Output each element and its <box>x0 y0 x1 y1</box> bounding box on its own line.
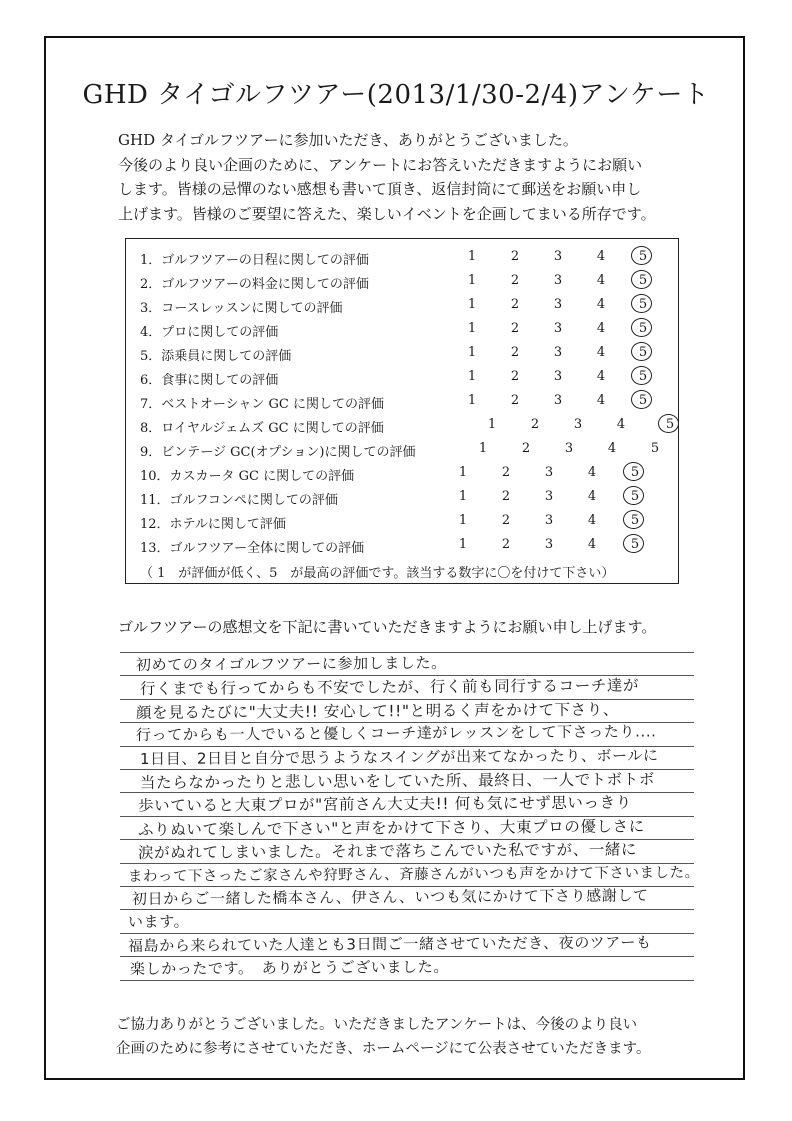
rating-score-value: 2 <box>501 537 511 552</box>
page-title: GHD タイゴルフツアー(2013/1/30-2/4)アンケート <box>82 80 710 110</box>
rating-score-value: 3 <box>553 393 563 408</box>
handwritten-comment-line: 初日からご一緒した橋本さん、伊さん、いつも気にかけて下さり感謝して <box>131 886 649 908</box>
rating-score-option[interactable] <box>633 369 653 384</box>
rating-score-option[interactable] <box>591 273 611 288</box>
rating-score-option[interactable] <box>625 489 645 504</box>
rating-score-option[interactable] <box>496 465 516 480</box>
rating-score-option[interactable] <box>453 537 473 552</box>
rating-score-option[interactable] <box>633 393 653 408</box>
writing-rule-line <box>120 909 694 910</box>
rating-score-option[interactable] <box>496 513 516 528</box>
rating-score-option[interactable] <box>496 537 516 552</box>
rating-score-value: 5 <box>630 537 640 552</box>
rating-score-option[interactable] <box>602 441 622 456</box>
selected-circle-mark <box>631 366 652 385</box>
rating-question-label: 13．ゴルフツアー全体に関しての評価 <box>140 541 365 556</box>
rating-row <box>140 297 670 321</box>
rating-row <box>140 537 670 561</box>
rating-score-value: 1 <box>467 393 477 408</box>
rating-score-value: 4 <box>596 345 606 360</box>
handwritten-comment-line: 顔を見るたびに"大丈夫!! 安心して!!"と明るく声をかけて下さり、 <box>135 700 620 722</box>
rating-score-value: 5 <box>630 489 640 504</box>
rating-score-option[interactable] <box>548 249 568 264</box>
rating-score-value: 4 <box>587 489 597 504</box>
rating-score-value: 5 <box>630 465 640 480</box>
closing-line: 企画のために参考にさせていただき、ホームページにて公表させていただきます。 <box>116 1041 651 1057</box>
rating-row <box>140 513 670 537</box>
rating-score-option[interactable] <box>568 417 588 432</box>
rating-score-option[interactable] <box>505 249 525 264</box>
rating-score-value: 2 <box>510 369 520 384</box>
rating-score-option[interactable] <box>548 345 568 360</box>
selected-circle-mark <box>631 270 652 289</box>
rating-score-value: 5 <box>630 513 640 528</box>
rating-score-option[interactable] <box>591 345 611 360</box>
rating-score-value: 2 <box>501 465 511 480</box>
intro-line: GHD タイゴルフツアーに参加いただき、ありがとうございました。 <box>118 131 578 149</box>
rating-question-label: 7．ベストオーシャン GC に関しての評価 <box>140 397 384 412</box>
rating-score-option[interactable] <box>591 393 611 408</box>
rating-score-value: 1 <box>467 273 477 288</box>
intro-line: 今後のより良い企画のために、アンケートにお答えいただきますようにお願い <box>118 155 643 174</box>
rating-score-option[interactable] <box>633 249 653 264</box>
rating-score-value: 4 <box>596 273 606 288</box>
selected-circle-mark <box>623 534 644 553</box>
rating-score-value: 3 <box>544 537 554 552</box>
rating-row <box>140 369 670 393</box>
rating-score-value: 4 <box>596 393 606 408</box>
rating-score-option[interactable] <box>462 345 482 360</box>
rating-score-option[interactable] <box>582 489 602 504</box>
selected-circle-mark <box>623 486 644 505</box>
rating-score-option[interactable] <box>539 489 559 504</box>
rating-row <box>140 417 675 441</box>
selected-circle-mark <box>631 390 652 409</box>
rating-score-value: 3 <box>544 465 554 480</box>
rating-score-option[interactable] <box>591 321 611 336</box>
handwritten-comment-line: 行ってからも一人でいると優しくコーチ達がレッスンをして下さったり.... <box>135 722 657 745</box>
rating-score-value: 4 <box>616 417 626 432</box>
rating-score-option[interactable] <box>505 321 525 336</box>
handwritten-comment-line: まわって下さったご家さんや狩野さん、斉藤さんがいつも声をかけて下さいました。 <box>127 864 700 885</box>
rating-row <box>140 345 670 369</box>
rating-score-value: 3 <box>544 513 554 528</box>
handwritten-comment-line: 涙がぬれてしまいました。それまで落ちこんでいた私ですが、一緒に <box>137 840 638 863</box>
handwritten-comment-line: 楽しかったです。 ありがとうございました。 <box>129 957 449 979</box>
rating-score-option[interactable] <box>505 345 525 360</box>
rating-row <box>140 273 670 297</box>
rating-score-option[interactable] <box>582 465 602 480</box>
rating-score-value: 4 <box>596 249 606 264</box>
rating-score-option[interactable] <box>453 465 473 480</box>
rating-score-value: 2 <box>501 513 511 528</box>
rating-score-value: 3 <box>553 321 563 336</box>
handwritten-comment-line: います。 <box>127 912 190 932</box>
rating-score-option[interactable] <box>525 417 545 432</box>
intro-paragraph <box>118 128 718 226</box>
rating-question-label: 3．コースレッスンに関しての評価 <box>140 301 343 316</box>
rating-score-value: 3 <box>553 273 563 288</box>
rating-score-option[interactable] <box>453 489 473 504</box>
rating-score-value: 3 <box>573 417 583 432</box>
rating-question-label: 4．プロに関しての評価 <box>140 325 279 340</box>
rating-score-value: 2 <box>510 345 520 360</box>
handwritten-comment-line: 初めてのタイゴルフツアーに参加しました。 <box>135 653 447 674</box>
rating-score-value: 2 <box>510 321 520 336</box>
rating-score-value: 3 <box>553 345 563 360</box>
rating-score-value: 4 <box>587 465 597 480</box>
rating-score-option[interactable] <box>591 297 611 312</box>
rating-score-option[interactable] <box>591 249 611 264</box>
rating-score-option[interactable] <box>462 369 482 384</box>
rating-score-value: 5 <box>638 321 648 336</box>
rating-score-value: 5 <box>638 345 648 360</box>
rating-score-value: 4 <box>587 537 597 552</box>
rating-score-value: 1 <box>467 297 477 312</box>
rating-score-option[interactable] <box>462 249 482 264</box>
rating-score-value: 5 <box>650 441 660 456</box>
rating-score-option[interactable] <box>453 513 473 528</box>
rating-score-option[interactable] <box>633 321 653 336</box>
rating-score-value: 2 <box>501 489 511 504</box>
rating-score-value: 5 <box>638 369 648 384</box>
rating-score-option[interactable] <box>559 441 579 456</box>
rating-score-option[interactable] <box>660 417 680 432</box>
rating-score-option[interactable] <box>505 369 525 384</box>
rating-row <box>140 393 670 417</box>
rating-score-option[interactable] <box>516 441 536 456</box>
rating-score-option[interactable] <box>611 417 631 432</box>
rating-score-option[interactable] <box>625 537 645 552</box>
rating-score-value: 5 <box>638 393 648 408</box>
rating-row <box>140 321 670 345</box>
rating-score-option[interactable] <box>582 537 602 552</box>
rating-question-label: 5．添乗員に関しての評価 <box>140 349 292 364</box>
handwritten-comment-line: ふりぬいて楽しんで下さい"と声をかけて下さり、大東プロの優しさに <box>137 817 645 839</box>
rating-score-value: 1 <box>458 489 468 504</box>
rating-score-option[interactable] <box>582 513 602 528</box>
rating-question-label: 1．ゴルフツアーの日程に関しての評価 <box>140 253 369 268</box>
rating-score-option[interactable] <box>539 513 559 528</box>
rating-score-value: 1 <box>458 513 468 528</box>
rating-score-value: 1 <box>478 441 488 456</box>
rating-score-value: 3 <box>553 249 563 264</box>
intro-line: 上げます。皆様のご要望に答えた、楽しいイベントを企画してまいる所存です。 <box>118 204 656 223</box>
rating-score-option[interactable] <box>496 489 516 504</box>
writing-rule-line <box>120 980 694 981</box>
rating-question-label: 12．ホテルに関して評価 <box>140 517 286 532</box>
rating-score-value: 1 <box>458 537 468 552</box>
rating-score-value: 2 <box>510 273 520 288</box>
rating-score-option[interactable] <box>625 465 645 480</box>
rating-score-option[interactable] <box>473 441 493 456</box>
rating-score-value: 5 <box>665 417 675 432</box>
rating-score-value: 5 <box>638 273 648 288</box>
handwritten-comment-line: 福島から来られていた人達とも3日間ご一緒させていただき、夜のツアーも <box>127 933 652 955</box>
rating-row <box>140 249 670 273</box>
rating-question-label: 10．カスカータ GC に関しての評価 <box>140 469 355 484</box>
selected-circle-mark <box>623 462 644 481</box>
rating-score-option[interactable] <box>625 513 645 528</box>
rating-score-value: 1 <box>467 249 477 264</box>
rating-score-value: 4 <box>596 369 606 384</box>
rating-row <box>140 441 670 465</box>
rating-score-value: 1 <box>467 369 477 384</box>
rating-table <box>125 238 679 584</box>
rating-score-value: 1 <box>467 345 477 360</box>
rating-score-option[interactable] <box>505 393 525 408</box>
selected-circle-mark <box>658 414 679 433</box>
rating-score-option[interactable] <box>633 273 653 288</box>
selected-circle-mark <box>631 294 652 313</box>
rating-score-value: 1 <box>467 321 477 336</box>
rating-row <box>140 465 670 489</box>
rating-score-value: 4 <box>596 297 606 312</box>
closing-message <box>116 1013 650 1061</box>
rating-score-option[interactable] <box>591 369 611 384</box>
selected-circle-mark <box>631 342 652 361</box>
rating-score-value: 4 <box>607 441 617 456</box>
rating-score-option[interactable] <box>539 537 559 552</box>
rating-score-value: 5 <box>638 249 648 264</box>
handwritten-comment-line: 当たらなかったりと悲しい思いをしていた所、最終日、一人でトボトボ <box>139 770 655 792</box>
rating-score-option[interactable] <box>548 273 568 288</box>
rating-row <box>140 489 670 513</box>
rating-score-value: 2 <box>510 393 520 408</box>
rating-score-value: 3 <box>564 441 574 456</box>
rating-score-value: 3 <box>544 489 554 504</box>
rating-question-label: 9．ビンテージ GC(オプション)に関しての評価 <box>140 445 416 460</box>
rating-score-value: 2 <box>530 417 540 432</box>
rating-score-option[interactable] <box>633 297 653 312</box>
handwritten-comment-line: 1日目、2日目と自分で思うようなスイングが出来てなかったり、ボールに <box>139 745 659 768</box>
handwritten-comment-line: 歩いていると大東プロが"宮前さん大丈夫!! 何も気にせず思いっきり <box>137 793 632 816</box>
selected-circle-mark <box>631 246 652 265</box>
rating-score-option[interactable] <box>633 345 653 360</box>
rating-score-value: 4 <box>596 321 606 336</box>
handwritten-comment-line: 行くまでも行ってからも不安でしたが、行く前も同行するコーチ達が <box>139 676 640 699</box>
selected-circle-mark <box>631 318 652 337</box>
rating-score-option[interactable] <box>462 393 482 408</box>
rating-score-option[interactable] <box>462 297 482 312</box>
rating-score-option[interactable] <box>462 273 482 288</box>
selected-circle-mark <box>623 510 644 529</box>
rating-score-option[interactable] <box>548 393 568 408</box>
rating-score-value: 1 <box>458 465 468 480</box>
rating-score-option[interactable] <box>548 297 568 312</box>
rating-score-value: 3 <box>553 297 563 312</box>
rating-score-value: 4 <box>587 513 597 528</box>
rating-score-value: 5 <box>638 297 648 312</box>
comment-prompt: ゴルフツアーの感想文を下記に書いていただきますようにお願い申し上げます。 <box>118 618 657 636</box>
rating-question-label: 6．食事に関しての評価 <box>140 373 279 388</box>
intro-line: します。皆様の忌憚のない感想も書いて頂き、返信封筒にて郵送をお願い申し <box>118 180 642 198</box>
rating-score-option[interactable] <box>462 321 482 336</box>
rating-score-option[interactable] <box>505 297 525 312</box>
rating-question-label: 2．ゴルフツアーの料金に関しての評価 <box>140 277 369 292</box>
rating-question-label: 8．ロイヤルジェムズ GC に関しての評価 <box>140 421 384 436</box>
rating-score-option[interactable] <box>548 369 568 384</box>
rating-score-value: 3 <box>553 369 563 384</box>
rating-score-value: 1 <box>487 417 497 432</box>
rating-question-label: 11．ゴルフコンペに関しての評価 <box>140 493 338 508</box>
rating-score-option[interactable] <box>482 417 502 432</box>
rating-score-option[interactable] <box>505 273 525 288</box>
rating-score-value: 2 <box>510 297 520 312</box>
rating-score-option[interactable] <box>539 465 559 480</box>
rating-score-option[interactable] <box>548 321 568 336</box>
rating-score-value: 2 <box>521 441 531 456</box>
closing-line: ご協力ありがとうございました。いただきましたアンケートは、今後のより良い <box>116 1017 638 1033</box>
rating-score-value: 2 <box>510 249 520 264</box>
rating-legend: （ 1 が評価が低く、5 が最高の評価です。該当する数字に〇を付けて下さい） <box>140 566 615 581</box>
rating-score-option[interactable] <box>645 441 665 456</box>
